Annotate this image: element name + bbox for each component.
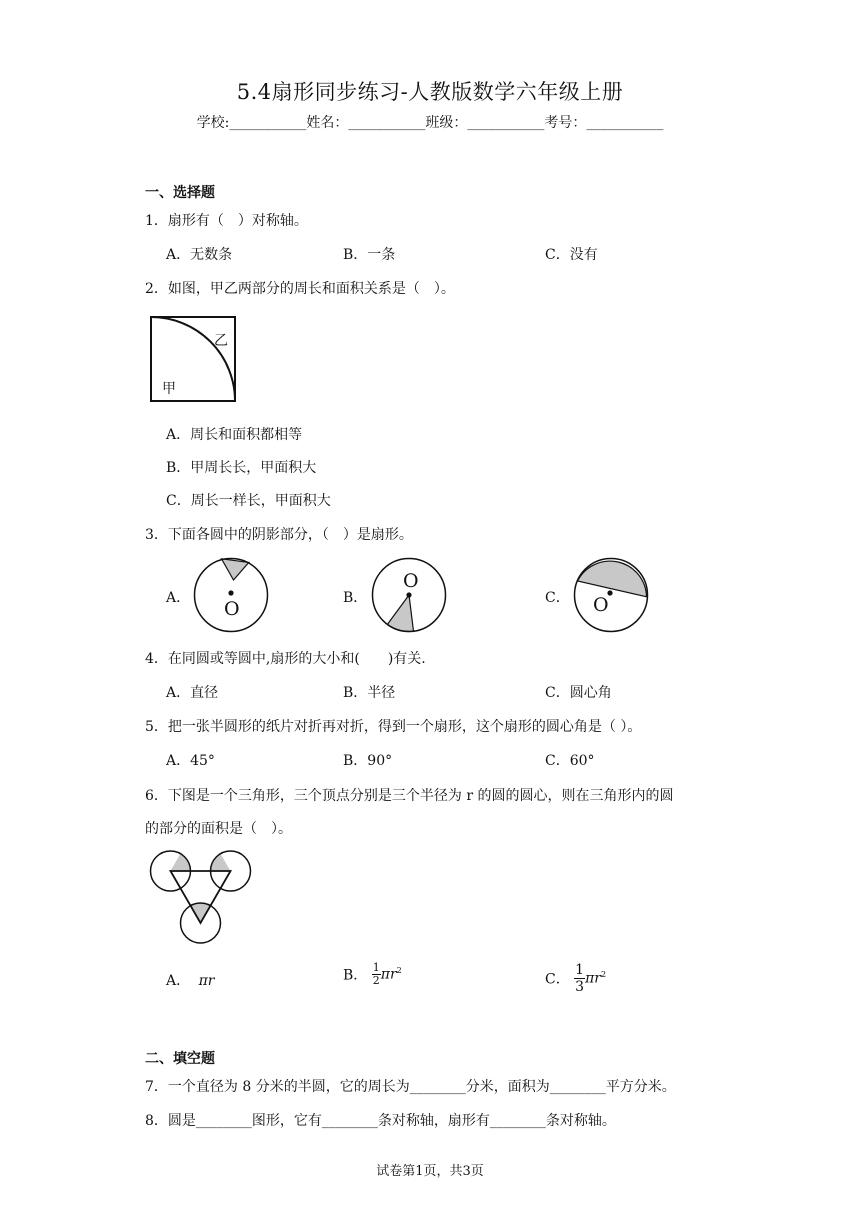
section-heading-choice: 一、选择题 [145, 185, 215, 201]
q6-b-pi-symbol: π [380, 966, 390, 983]
q1-option-a[interactable]: A．无数条 [166, 247, 233, 263]
question-8-stem: 8．圆是________图形，它有________条对称轴，扇形有________条对称轴。 [145, 1113, 616, 1129]
q3-center-label-a: O [224, 598, 240, 620]
student-info-line: 学校:___________姓名：___________班级：___________考号：___________ [196, 115, 664, 131]
q3-option-b[interactable]: B． [343, 590, 368, 606]
q6-option-c[interactable] [545, 962, 606, 995]
q3-circle-b-figure [371, 557, 447, 633]
q6-c-r-symbol: r [594, 970, 601, 987]
q6-c-pi-symbol: π [585, 970, 595, 987]
q6-triangle-circles-figure [146, 848, 254, 946]
question-6-stem-line2: 的部分的面积是（ ）。 [145, 821, 292, 837]
q2-option-c[interactable]: C．周长一样长，甲面积大 [166, 493, 331, 509]
q6-a-r-symbol: r [207, 973, 215, 989]
q6-option-c-label: C． [545, 971, 570, 988]
q2-label-yi: 乙 [214, 333, 228, 349]
q6-c-fraction: $\frac{1}{3}$ [575, 962, 585, 995]
q5-option-b[interactable]: B．90° [343, 753, 393, 769]
q6-b-r-symbol: r [389, 966, 397, 983]
q4-option-c[interactable]: C．圆心角 [545, 685, 612, 701]
question-3-stem: 3．下面各圆中的阴影部分，（ ）是扇形。 [145, 527, 413, 543]
question-4-stem: 4．在同圆或等圆中,扇形的大小和( )有关. [145, 651, 426, 667]
q6-option-a[interactable] [166, 970, 214, 990]
q1-option-c[interactable]: C．没有 [545, 247, 598, 263]
q6-option-b[interactable] [343, 962, 402, 987]
q6-b-fraction: $\frac{1}{2}$ [372, 961, 380, 987]
q5-option-c[interactable]: C．60° [545, 753, 595, 769]
q2-label-jia: 甲 [162, 381, 176, 397]
q4-option-b[interactable]: B．半径 [343, 685, 396, 701]
question-2-stem: 2．如图，甲乙两部分的周长和面积关系是（ ）。 [145, 281, 455, 297]
q6-b-exponent: 2 [396, 965, 402, 975]
q3-center-label-c: O [593, 594, 609, 616]
q6-c-exponent: 2 [601, 969, 607, 979]
q3-circle-c-figure [572, 556, 650, 634]
q1-option-b[interactable]: B．一条 [343, 247, 396, 263]
question-7-stem: 7．一个直径为 8 分米的半圆，它的周长为________分米，面积为________平方分米。 [145, 1079, 676, 1095]
q2-option-b[interactable]: B．甲周长长，甲面积大 [166, 460, 317, 476]
q6-option-a-label: A． [166, 973, 191, 989]
q6-option-b-label: B． [343, 967, 368, 984]
q2-option-a[interactable]: A．周长和面积都相等 [166, 427, 303, 443]
q3-option-a[interactable]: A． [166, 590, 191, 606]
q3-option-c[interactable]: C． [545, 590, 570, 606]
q4-option-a[interactable]: A．直径 [166, 685, 219, 701]
q5-option-a[interactable]: A．45° [166, 753, 215, 769]
page-title: 5.4扇形同步练习-人教版数学六年级上册 [236, 80, 624, 104]
question-5-stem: 5．把一张半圆形的纸片对折再对折，得到一个扇形，这个扇形的圆心角是（ ）。 [145, 719, 642, 735]
section-heading-fill: 二、填空题 [145, 1051, 215, 1067]
q3-center-label-b: O [403, 570, 419, 592]
q3-circle-a-figure [192, 556, 270, 634]
page-footer: 试卷第1页，共3页 [376, 1164, 484, 1179]
q6-a-pi-symbol: π [198, 973, 208, 989]
question-1-stem: 1．扇形有（ ）对称轴。 [145, 213, 308, 229]
question-6-stem-line1: 6．下图是一个三角形，三个顶点分别是三个半径为 r 的圆的圆心，则在三角形内的圆 [145, 788, 674, 804]
